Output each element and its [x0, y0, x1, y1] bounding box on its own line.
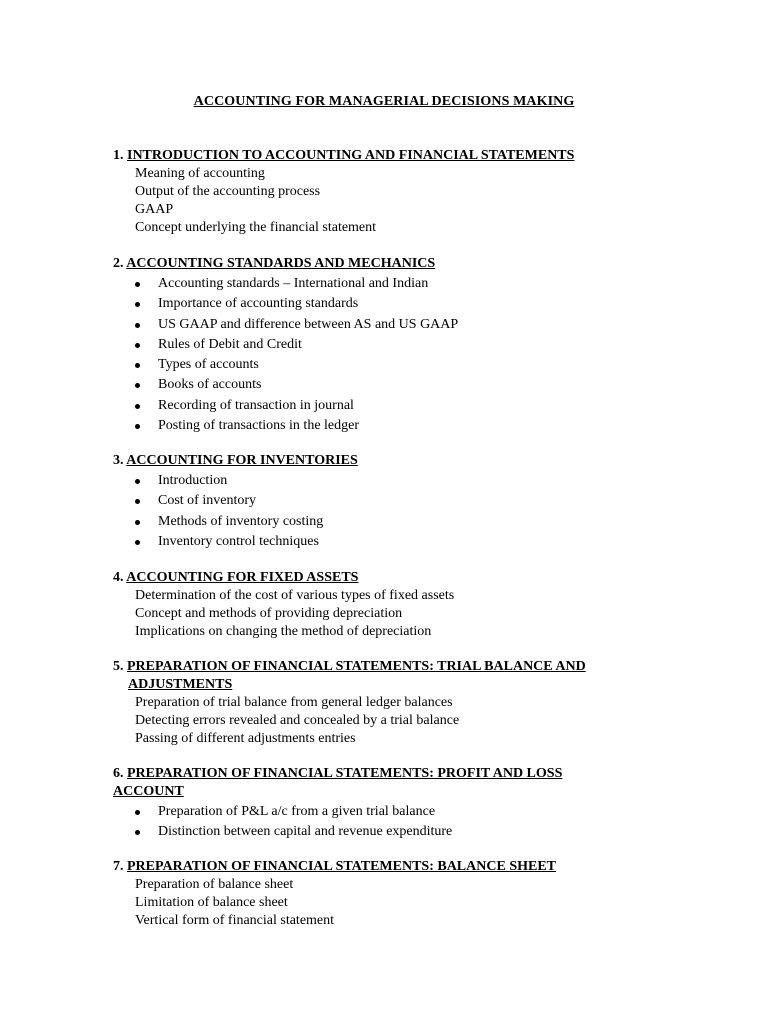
list-item: GAAP [135, 202, 174, 217]
section-title: ACCOUNTING FOR INVENTORIES [126, 453, 358, 468]
bullet-item [113, 471, 653, 491]
bullet-item [113, 802, 653, 822]
bullet-item [113, 491, 653, 511]
bullet-text: Recording of transaction in journal [158, 397, 354, 413]
section-title-line-1: PREPARATION OF FINANCIAL STATEMENTS: TRIAL BALANCE AND [127, 659, 586, 674]
topic-list [113, 165, 653, 237]
section-number: 1. [113, 148, 124, 163]
bullet-item [113, 335, 653, 355]
section-heading [113, 452, 653, 470]
bullet-text: Accounting standards – International and Indian [158, 276, 429, 291]
section-number: 5. [113, 659, 124, 674]
bullet-item [113, 416, 653, 436]
section-heading [113, 858, 653, 876]
bullet-icon [135, 810, 140, 815]
bullet-item [113, 294, 653, 314]
bullet-icon [135, 383, 140, 388]
list-item: Meaning of accounting [135, 166, 265, 181]
bullet-icon [135, 282, 140, 287]
bullet-text: Methods of inventory costing [158, 513, 324, 529]
section-number: 4. [113, 570, 124, 585]
list-item: Implications on changing the method of depreciation [135, 624, 432, 639]
bullet-icon [135, 479, 140, 484]
section-heading [113, 147, 653, 165]
bullet-icon [135, 302, 140, 307]
bullet-text: Types of accounts [158, 357, 259, 373]
bullet-item [113, 396, 653, 416]
bullet-list [113, 471, 653, 552]
bullet-item [113, 375, 653, 395]
bullet-icon [135, 323, 140, 328]
bullet-text: Distinction between capital and revenue expenditure [158, 824, 453, 840]
bullet-item [113, 274, 653, 294]
list-item: Concept and methods of providing depreciation [135, 606, 403, 621]
section-title: ACCOUNTING FOR FIXED ASSETS [126, 570, 359, 585]
list-item: Detecting errors revealed and concealed by a trial balance [135, 713, 460, 728]
list-item: Output of the accounting process [135, 184, 321, 199]
section-1 [113, 147, 653, 237]
list-item: Vertical form of financial statement [135, 913, 335, 928]
bullet-icon [135, 363, 140, 368]
bullet-item [113, 822, 653, 842]
list-item: Preparation of trial balance from general ledger balances [135, 695, 453, 710]
list-item: Passing of different adjustments entries [135, 731, 356, 746]
section-title: INTRODUCTION TO ACCOUNTING AND FINANCIAL STATEMENTS [127, 148, 575, 163]
section-2 [113, 255, 653, 436]
bullet-text: Importance of accounting standards [158, 296, 359, 312]
bullet-text: Books of accounts [158, 377, 262, 393]
bullet-item [113, 355, 653, 375]
bullet-icon [135, 343, 140, 348]
topic-list [113, 876, 653, 930]
bullet-icon [135, 424, 140, 429]
bullet-item [113, 315, 653, 335]
section-number: 2. [113, 256, 124, 271]
section-heading [113, 255, 653, 273]
section-4 [113, 569, 653, 641]
section-title-line-1: PREPARATION OF FINANCIAL STATEMENTS: PROFIT AND LOSS [127, 766, 563, 781]
bullet-icon [135, 520, 140, 525]
list-item: Limitation of balance sheet [135, 895, 288, 910]
section-heading [113, 658, 653, 694]
section-number: 3. [113, 453, 124, 468]
bullet-text: Posting of transactions in the ledger [158, 418, 360, 434]
list-item: Preparation of balance sheet [135, 877, 294, 892]
section-number: 6. [113, 766, 124, 781]
bullet-list [113, 802, 653, 843]
topic-list [113, 587, 653, 641]
section-title-line-2: ADJUSTMENTS [128, 677, 233, 692]
section-5 [113, 658, 653, 748]
bullet-text: Cost of inventory [158, 493, 256, 509]
bullet-text: US GAAP and difference between AS and US GAAP [158, 316, 459, 332]
section-title-line-2: ACCOUNT [113, 784, 184, 799]
bullet-icon [135, 830, 140, 835]
section-number: 7. [113, 859, 124, 874]
bullet-item [113, 512, 653, 532]
section-heading [113, 569, 653, 587]
bullet-icon [135, 540, 140, 545]
bullet-icon [135, 499, 140, 504]
bullet-text: Preparation of P&L a/c from a given trial balance [158, 804, 436, 819]
list-item: Determination of the cost of various types of fixed assets [135, 588, 455, 603]
section-6 [113, 765, 653, 843]
topic-list [113, 694, 653, 748]
section-7 [113, 858, 653, 930]
bullet-icon [135, 404, 140, 409]
bullet-text: Introduction [158, 473, 228, 488]
section-3 [113, 452, 653, 552]
bullet-list [113, 274, 653, 436]
list-item: Concept underlying the financial statement [135, 220, 377, 235]
section-title: PREPARATION OF FINANCIAL STATEMENTS: BALANCE SHEET [127, 859, 557, 874]
bullet-item [113, 532, 653, 552]
document-title: ACCOUNTING FOR MANAGERIAL DECISIONS MAKING [193, 94, 575, 109]
section-heading [113, 765, 653, 801]
bullet-text: Rules of Debit and Credit [158, 336, 302, 352]
section-title: ACCOUNTING STANDARDS AND MECHANICS [126, 256, 436, 271]
bullet-text: Inventory control techniques [158, 533, 319, 549]
